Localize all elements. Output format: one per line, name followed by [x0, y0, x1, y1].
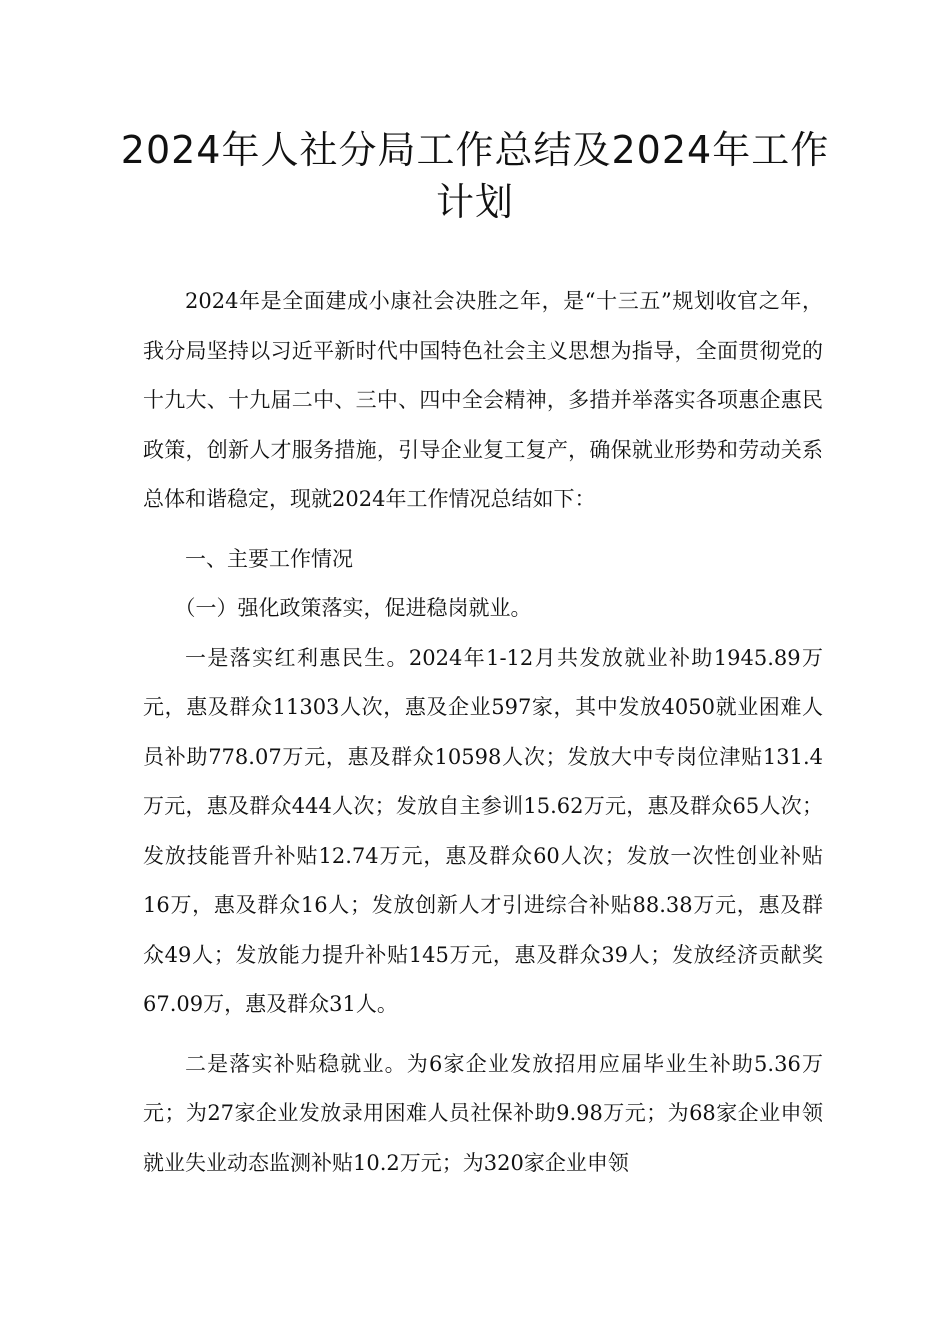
document-title: 2024年人社分局工作总结及2024年工作计划 — [120, 128, 830, 224]
paragraph-item-one: 一是落实红利惠民生。2024年1-12月共发放就业补助1945.89万元，惠及群众11303人次，惠及企业597家，其中发放4050就业困难人员补助778.07万元，惠及群众10598人次；发放大中专岗位津贴131.4万元，惠及群众444人次；发放自主参训15.62万元，惠及群众65人次；发放技能晋升补贴12.74万元，惠及群众60人次；发放一次性创业补贴16万，惠及群众16人；发放创新人才引进综合补贴88.38万元，惠及群众49人；发放能力提升补贴145万元，惠及群众39人；发放经济贡献奖67.09万，惠及群众31人。 — [143, 645, 823, 1016]
intro-paragraph: 2024年是全面建成小康社会决胜之年，是“十三五”规划收官之年，我分局坚持以习近平新时代中国特色社会主义思想为指导，全面贯彻党的十九大、十九届二中、三中、四中全会精神，多措并举落实各项惠企惠民政策，创新人才服务措施，引导企业复工复产，确保就业形势和劳动关系总体和谐稳定，现就2024年工作情况总结如下： — [143, 289, 823, 511]
section-heading: 一、主要工作情况 — [185, 546, 353, 571]
paragraph-item-two: 二是落实补贴稳就业。为6家企业发放招用应届毕业生补助5.36万元；为27家企业发放录用困难人员社保补助9.98万元；为68家企业申领就业失业动态监测补贴10.2万元；为320家企业申领 — [143, 1051, 823, 1175]
document-body — [143, 277, 823, 1188]
subsection-heading: （一）强化政策落实，促进稳岗就业。 — [174, 596, 532, 620]
